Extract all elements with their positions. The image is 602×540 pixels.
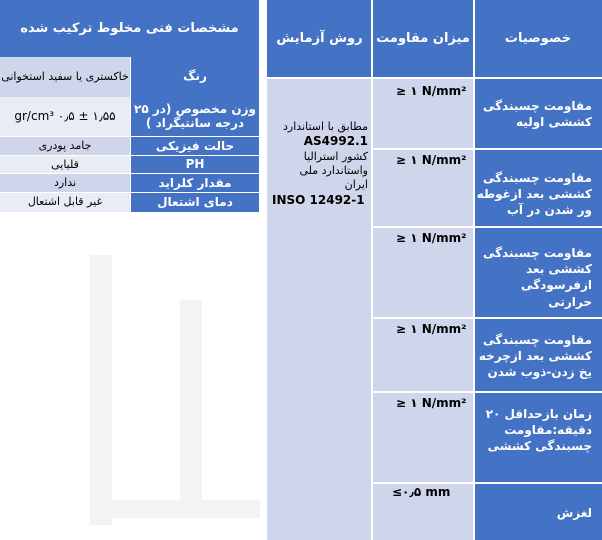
method-line: ایران bbox=[344, 178, 368, 192]
property-text: مقاومت چسبندگی کششی بعد ازچرخه یخ زدن-ذوب شدن bbox=[478, 333, 592, 380]
spec-label: دمای اشتعال bbox=[130, 193, 259, 212]
spec-value: قلیایی bbox=[0, 156, 130, 174]
header-method: روش آزمایش bbox=[267, 0, 372, 77]
spec-table-title: مشخصات فنی مخلوط ترکیب شده bbox=[0, 0, 259, 57]
header-property: خصوصیات bbox=[474, 0, 602, 77]
row-divider bbox=[372, 148, 602, 150]
resistance-value: ≥ ۱ N/mm² bbox=[396, 153, 467, 167]
method-line: INSO 12492-1 bbox=[272, 192, 365, 207]
spec-row-chloride bbox=[0, 173, 259, 193]
row-divider bbox=[372, 226, 602, 228]
spec-value: غیر قابل اشتعال bbox=[0, 193, 130, 212]
row-divider bbox=[267, 77, 602, 79]
method-line: AS4992.1 bbox=[303, 134, 368, 149]
property-text: مقاومت چسبندگی کششی بعد ازفرسودگی حرارتی bbox=[482, 246, 592, 309]
method-line: واستاندارد ملی bbox=[299, 164, 368, 178]
spec-label: PH bbox=[130, 156, 259, 174]
spec-label: رنگ bbox=[130, 57, 259, 97]
property-text: مقاومت چسبندگی کششی اولیه bbox=[482, 99, 592, 130]
row-divider bbox=[372, 391, 602, 393]
spec-label: حالت فیزیکی bbox=[130, 137, 259, 156]
spec-row-color bbox=[0, 57, 259, 97]
property-text: مقاومت چسبندگی کششی بعد ازغوطه ور شدن در آب bbox=[476, 171, 592, 218]
spec-row-ph bbox=[0, 155, 259, 174]
spec-value: ۱٫۵۵ ± ۰٫۵ gr/cm³ bbox=[0, 97, 130, 136]
resistance-value: ≥ ۱ N/mm² bbox=[396, 84, 467, 98]
watermark-shape bbox=[180, 300, 202, 500]
spec-row-flash bbox=[0, 192, 259, 212]
spec-value: خاکستری یا سفید استخوانی bbox=[0, 57, 130, 97]
spec-value: جامد پودری bbox=[0, 137, 130, 156]
resistance-value: ≥ ۱ N/mm² bbox=[396, 231, 467, 245]
watermark-shape bbox=[90, 500, 260, 518]
resistance-value: ≤۰٫۵ mm bbox=[392, 485, 451, 499]
method-text bbox=[272, 120, 368, 208]
property-text: زمان بازحداقل ۲۰ دقیقه:مقاومت چسبندگی کششی bbox=[485, 407, 592, 454]
method-line: کشور استرالیا bbox=[303, 149, 368, 163]
row-divider bbox=[372, 482, 602, 484]
spec-row-density bbox=[0, 97, 259, 136]
resistance-value: ≥ ۱ N/mm² bbox=[396, 396, 467, 410]
column-divider bbox=[371, 0, 373, 540]
spec-value: ندارد bbox=[0, 174, 130, 193]
method-line: مطابق با استاندارد bbox=[283, 120, 368, 133]
property-text: لغزش bbox=[556, 506, 592, 520]
row-divider bbox=[372, 317, 602, 319]
spec-label: مقدار کلراید bbox=[130, 174, 259, 193]
header-resistance: میزان مقاومت bbox=[372, 0, 474, 77]
spec-row-state bbox=[0, 136, 259, 156]
watermark-shape bbox=[90, 255, 112, 525]
resistance-value: ≥ ۱ N/mm² bbox=[396, 322, 467, 336]
spec-label: وزن مخصوص (در ۲۵ درجه سانتیگراد ) bbox=[130, 97, 259, 136]
